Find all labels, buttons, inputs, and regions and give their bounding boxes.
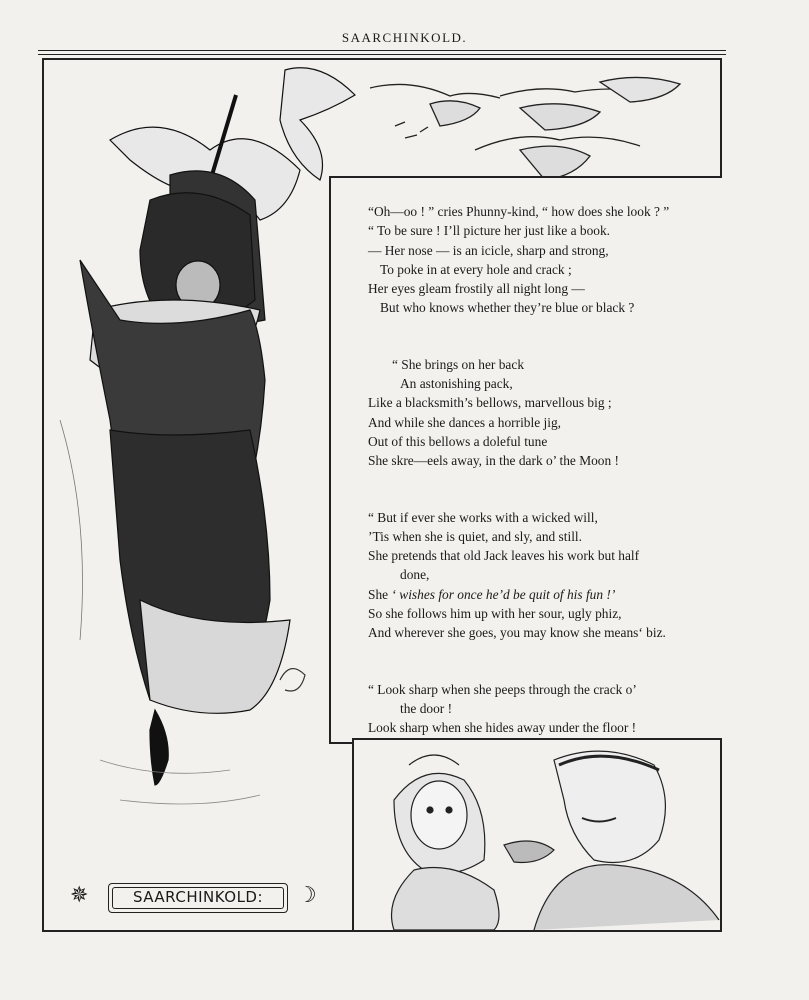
poem-line: “ She brings on her back (392, 356, 525, 372)
poem-line: “Oh—oo ! ” cries Phunny-kind, “ how does she look ? ” (368, 204, 670, 219)
running-head: SAARCHINKOLD. (341, 30, 468, 45)
saarchinkold-figure-illustration (60, 68, 355, 804)
poem-line: — Her nose — is an icicle, sharp and strong, (368, 242, 609, 258)
line-prefix: She (368, 586, 389, 602)
poem-line: Out of this bellows a doleful tune (368, 433, 548, 449)
poem-line: “ To be sure ! I’ll picture her just like a book. (368, 223, 611, 239)
poem-line: And wherever she goes, you may know she means‘ biz. (368, 625, 666, 641)
stanza-1 (368, 202, 722, 318)
stanza-3 (368, 508, 722, 643)
poem-body (368, 202, 722, 813)
poem-line: Look sharp when she hides away under the floor ! (368, 720, 637, 736)
poem-line: She pretends that old Jack leaves his work but half (368, 548, 640, 564)
poem-line: done, (400, 567, 430, 583)
poem-line: Like a blacksmith’s bellows, marvellous big ; (368, 395, 612, 411)
poem-line: She skre—eels away, in the dark o’ the Moon ! (368, 453, 620, 469)
poem-line: So she follows him up with her sour, ugly phiz, (368, 606, 622, 622)
poem-line: the door ! (400, 700, 453, 716)
poem-line: “ Look sharp when she peeps through the crack o’ (368, 681, 637, 697)
poem-line-italic (368, 585, 722, 604)
poem-line: To poke in at every hole and crack ; (380, 261, 572, 277)
cartouche-label: SAARCHINKOLD: (108, 883, 288, 913)
poem-line: An astonishing pack, (400, 376, 513, 392)
poem-line: And while she dances a horrible jig, (368, 414, 561, 430)
poem-line: ’Tis when she is quiet, and sly, and still. (368, 528, 583, 544)
stanza-2 (368, 355, 722, 471)
poem-line: But who knows whether they’re blue or black ? (380, 300, 635, 316)
star-ornament-icon: ✵ (70, 882, 89, 907)
poem-line: Her eyes gleam frostily all night long — (368, 281, 585, 297)
crescent-moon-icon: ☽ (297, 882, 317, 907)
bottom-illustration-panel (352, 738, 722, 932)
flying-geese-illustration (370, 77, 680, 192)
poem-line: “ But if ever she works with a wicked will, (368, 509, 598, 525)
italic-quote: ‘ wishes for once he’d be quit of his fun !’ (391, 586, 616, 602)
girl-and-man-illustration (354, 740, 720, 930)
